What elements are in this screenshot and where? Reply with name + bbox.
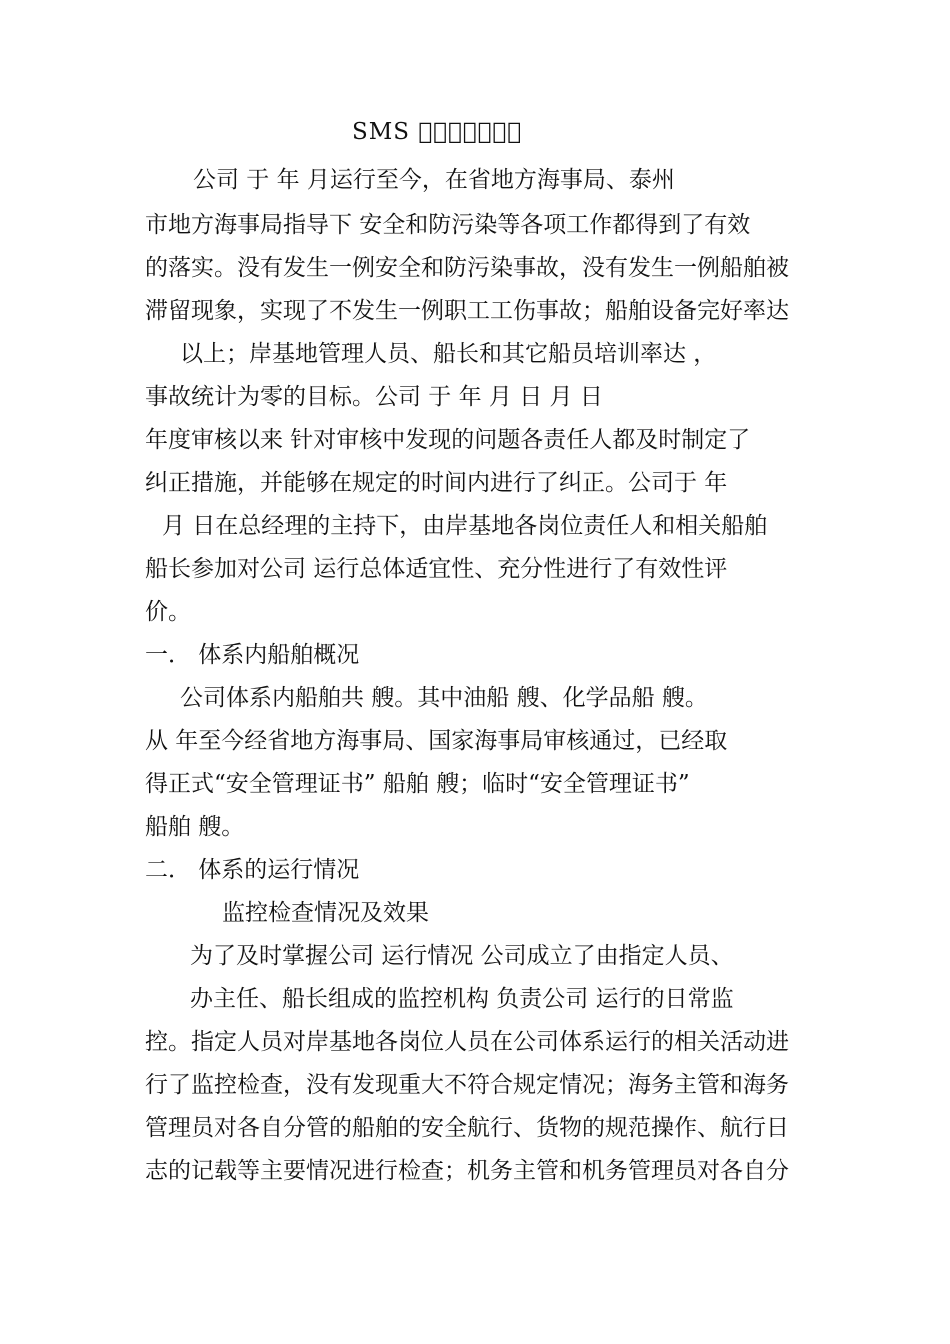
body-line: 价。: [145, 599, 191, 625]
body-line: 得正式“安全管理证书” 船舶 艘；临时“安全管理证书”: [145, 771, 690, 797]
body-line: 月 日在总经理的主持下，由岸基地各岗位责任人和相关船舶: [162, 513, 768, 539]
body-line: 从 年至今经省地方海事局、国家海事局审核通过，已经取: [145, 728, 728, 754]
document-title: SMS 􀀀􀀀􀀀􀀀􀀀􀀀􀀀: [352, 119, 522, 145]
body-line: 市地方海事局指导下 安全和防污染等各项工作都得到了有效: [145, 212, 751, 238]
section-heading-2: 二． 体系的运行情况: [145, 857, 360, 883]
body-line: 以上；岸基地管理人员、船长和其它船员培训率达 ，: [180, 341, 717, 367]
body-line: 年度审核以来 针对审核中发现的问题各责任人都及时制定了: [145, 427, 751, 453]
body-line: 事故统计为零的目标。公司 于 年 月 日 月 日: [145, 384, 603, 410]
body-line: 纠正措施，并能够在规定的时间内进行了纠正。公司于 年: [145, 470, 728, 496]
body-line: 的落实。没有发生一例安全和防污染事故，没有发生一例船舶被: [145, 255, 789, 281]
body-line: 船舶 艘。: [145, 814, 245, 840]
body-line: 管理员对各自分管的船舶的安全航行、货物的规范操作、航行日: [145, 1115, 789, 1141]
body-line: 志的记载等主要情况进行检查；机务主管和机务管理员对各自分: [145, 1158, 789, 1184]
subsection-heading: 监控检查情况及效果: [222, 900, 429, 926]
body-line: 船长参加对公司 运行总体适宜性、充分性进行了有效性评: [145, 556, 728, 582]
body-line: 公司体系内船舶共 艘。其中油船 艘、化学品船 艘。: [180, 685, 708, 711]
section-heading-1: 一． 体系内船舶概况: [145, 642, 360, 668]
body-line: 办主任、船长组成的监控机构 负责公司 运行的日常监: [190, 986, 734, 1012]
body-line: 公司 于 年 月运行至今，在省地方海事局、泰州: [193, 167, 675, 193]
body-line: 滞留现象，实现了不发生一例职工工伤事故；船舶设备完好率达: [145, 298, 789, 324]
body-line: 为了及时掌握公司 运行情况 公司成立了由指定人员、: [190, 943, 734, 969]
body-line: 行了监控检查，没有发现重大不符合规定情况；海务主管和海务: [145, 1072, 789, 1098]
body-line: 控。指定人员对岸基地各岗位人员在公司体系运行的相关活动进: [145, 1029, 789, 1055]
